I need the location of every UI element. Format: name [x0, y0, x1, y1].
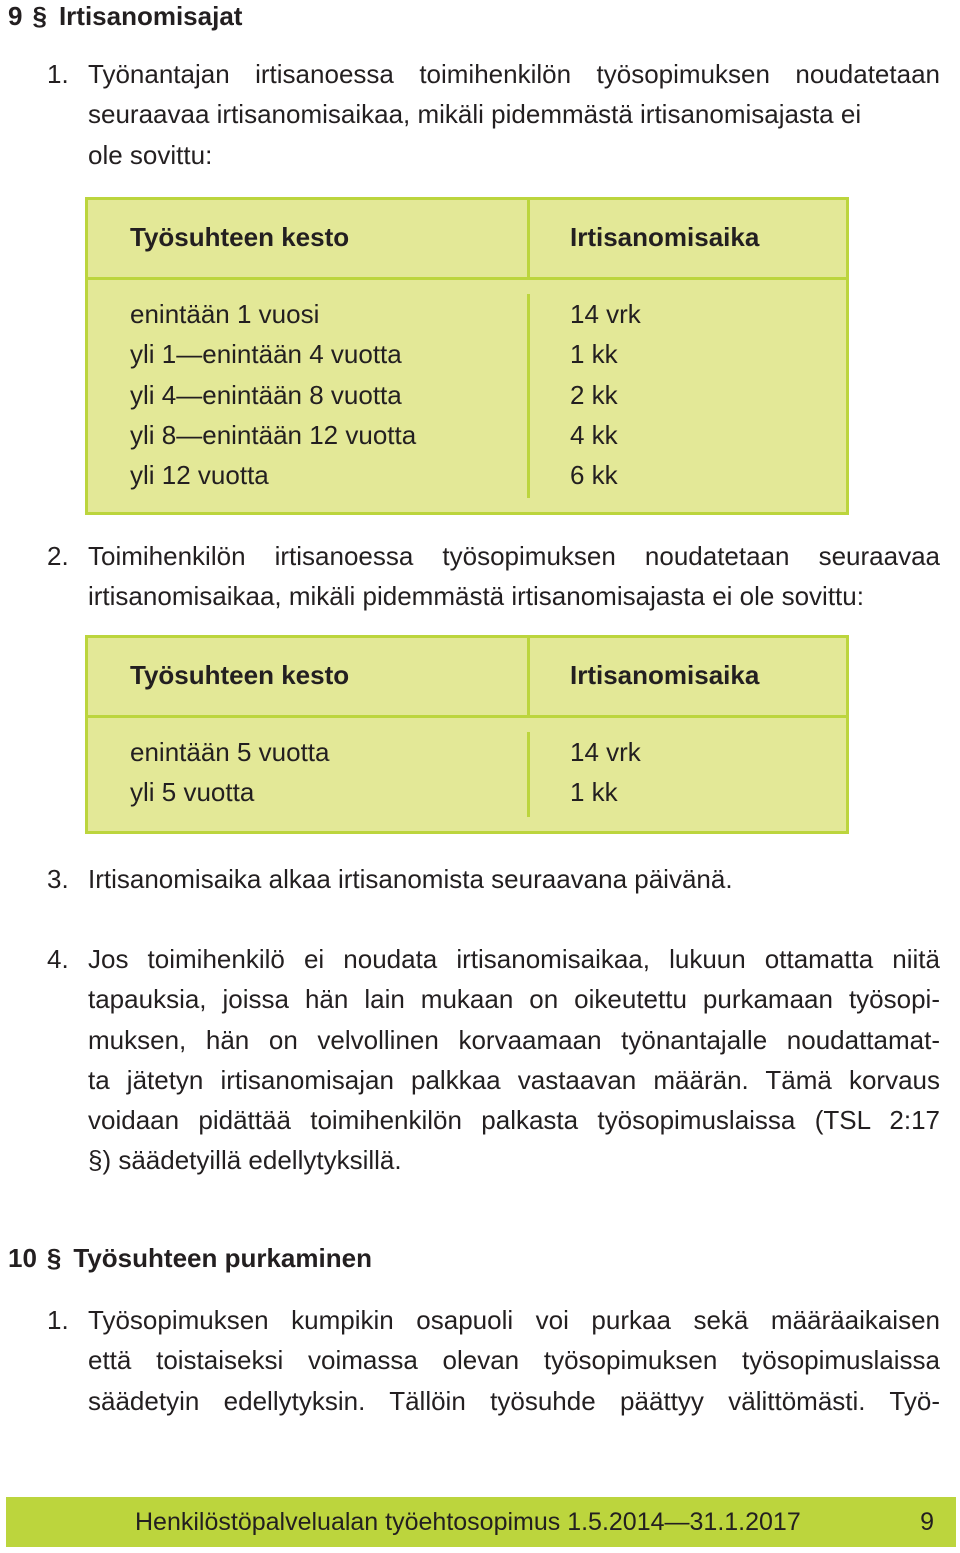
paragraph-line: 2. Toimihenkilön irtisanoessa työsopimuksen noudatetaan seuraavaa: [47, 536, 940, 576]
column-header-duration: Työsuhteen kesto: [88, 200, 530, 277]
table-cell: 14 vrk: [570, 737, 641, 767]
section-10-item-1: [47, 1300, 940, 1421]
section-sign: §: [46, 1243, 62, 1273]
section-number: 9: [8, 1, 23, 31]
section-10-heading: [8, 1242, 372, 1274]
list-marker: 3.: [47, 864, 69, 894]
table-cell: 4 kk: [570, 419, 618, 450]
table-cell: yli 12 vuotta: [130, 460, 269, 491]
column-header-notice: Irtisanomisaika: [570, 660, 760, 690]
table-cell: enintään 1 vuosi: [130, 299, 320, 329]
paragraph-line: 3. Irtisanomisaika alkaa irtisanomista seuraavana päivänä.: [47, 859, 940, 899]
notice-period-table-employee: [85, 635, 849, 834]
duration-column: [88, 732, 530, 817]
paragraph-line: ole sovittu:: [88, 139, 213, 170]
table-header-row: [88, 200, 846, 280]
table-cell: 1 kk: [570, 777, 618, 808]
table-header-row: [88, 638, 846, 718]
table-cell: 6 kk: [570, 460, 618, 491]
page-footer: [6, 1497, 956, 1547]
paragraph-line: 1. Työsopimuksen kumpikin osapuoli voi purkaa sekä määräaikaisen: [47, 1300, 940, 1340]
table-cell: enintään 5 vuotta: [130, 737, 330, 767]
section-9-item-1: [47, 54, 940, 175]
paragraph-line: että toistaiseksi voimassa olevan työsopimuksen työsopimuslaissa: [88, 1345, 940, 1376]
footer-title: Henkilöstöpalvelualan työehtosopimus 1.5.2014—31.1.2017: [135, 1508, 801, 1536]
section-9-item-3: [47, 859, 940, 899]
section-title: Työsuhteen purkaminen: [73, 1243, 372, 1273]
section-title: Irtisanomisajat: [58, 1, 243, 31]
table-cell: 14 vrk: [570, 299, 641, 329]
column-header-duration: Työsuhteen kesto: [88, 638, 530, 715]
list-marker: 1.: [47, 59, 69, 89]
paragraph-line: seuraavaa irtisanomisaikaa, mikäli pidemmästä irtisanomisajasta ei: [88, 99, 862, 130]
table-cell: 2 kk: [570, 379, 618, 410]
notice-column: [530, 294, 846, 498]
notice-period-table-employer: [85, 197, 849, 515]
paragraph-line: tapauksia, joissa hän lain mukaan on oikeutettu purkamaan työsopi-: [88, 984, 940, 1015]
list-marker: 4.: [47, 944, 69, 974]
section-9-item-2: [47, 536, 940, 617]
section-number: 10: [8, 1243, 37, 1273]
paragraph-line: §) säädetyillä edellytyksillä.: [88, 1145, 402, 1176]
list-marker: 2.: [47, 541, 69, 571]
table-cell: 1 kk: [570, 339, 618, 370]
table-cell: yli 4—enintään 8 vuotta: [130, 379, 402, 410]
list-marker: 1.: [47, 1305, 69, 1335]
column-header-notice: Irtisanomisaika: [570, 222, 760, 252]
section-sign: §: [32, 1, 47, 31]
paragraph-line: muksen, hän on velvollinen korvaamaan työnantajalle noudattamat-: [88, 1024, 940, 1055]
page-number: 9: [920, 1508, 934, 1536]
notice-column: [530, 732, 846, 817]
duration-column: [88, 294, 530, 498]
table-body: [88, 280, 846, 512]
section-9-heading: [8, 0, 242, 32]
paragraph-line: 1. Työnantajan irtisanoessa toimihenkilön työsopimuksen noudatetaan: [47, 54, 940, 94]
paragraph-line: voidaan pidättää toimihenkilön palkasta työsopimuslaissa (TSL 2:17: [88, 1105, 940, 1136]
paragraph-line: irtisanomisaikaa, mikäli pidemmästä irtisanomisajasta ei ole sovittu:: [88, 581, 864, 612]
paragraph-line: säädetyin edellytyksin. Tällöin työsuhde päättyy välittömästi. Työ-: [88, 1385, 940, 1416]
table-cell: yli 5 vuotta: [130, 777, 255, 808]
paragraph-line: 4. Jos toimihenkilö ei noudata irtisanomisaikaa, lukuun ottamatta niitä: [47, 939, 940, 979]
table-cell: yli 1—enintään 4 vuotta: [130, 339, 402, 370]
table-cell: yli 8—enintään 12 vuotta: [130, 419, 417, 450]
paragraph-line: ta jätetyn irtisanomisajan palkkaa vastaavan määrän. Tämä korvaus: [88, 1064, 940, 1095]
table-body: [88, 718, 846, 831]
section-9-item-4: [47, 939, 940, 1181]
